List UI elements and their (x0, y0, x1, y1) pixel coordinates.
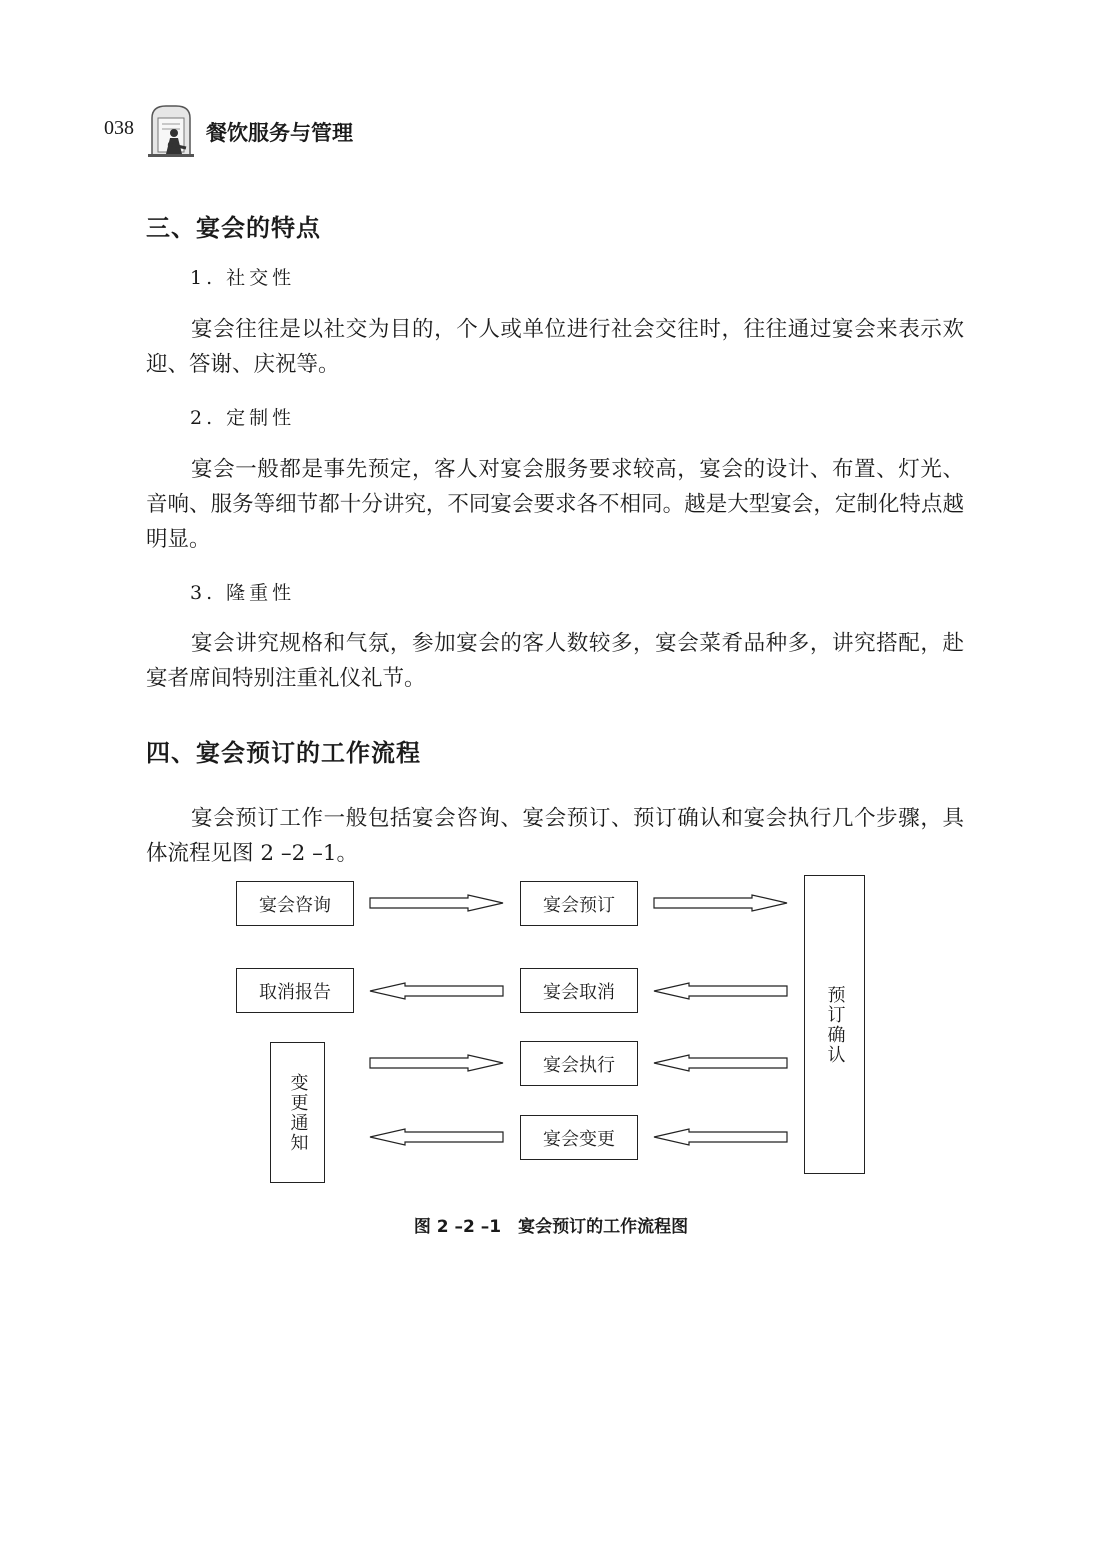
arrow-right (654, 895, 787, 911)
paragraph: 宴会往往是以社交为目的，个人或单位进行社会交往时，往往通过宴会来表示欢迎、答谢、庆祝等。 (146, 317, 964, 377)
arrow-right (370, 895, 503, 911)
section-title: 四、宴会预订的工作流程 (146, 739, 421, 767)
subsection-heading: 1. 社交性 (190, 267, 296, 289)
node-execute: 宴会执行 (520, 1041, 638, 1086)
node-cancel-report: 取消报告 (236, 968, 354, 1013)
section-title: 三、宴会的特点 (146, 214, 321, 242)
book-title: 餐饮服务与管理 (206, 121, 353, 145)
arrow-left (654, 1129, 787, 1145)
node-confirm: 预订确认 (804, 875, 865, 1174)
arrow-left (654, 983, 787, 999)
figure-caption: 图 2 –2 –1 宴会预订的工作流程图 (413, 1217, 689, 1237)
arrow-left (370, 1129, 503, 1145)
paragraph: 宴会预订工作一般包括宴会咨询、宴会预订、预订确认和宴会执行几个步骤，具体流程见图 2 –2 –1。 (146, 806, 964, 866)
page-number: 038 (104, 117, 134, 139)
node-booking: 宴会预订 (520, 881, 638, 926)
node-change: 宴会变更 (520, 1115, 638, 1160)
subsection-heading: 2. 定制性 (190, 407, 296, 429)
node-consult: 宴会咨询 (236, 881, 354, 926)
node-cancel: 宴会取消 (520, 968, 638, 1013)
paragraph: 宴会一般都是事先预定，客人对宴会服务要求较高，宴会的设计、布置、灯光、音响、服务等细节都十分讲究，不同宴会要求各不相同。越是大型宴会，定制化特点越明显。 (146, 457, 964, 552)
arrow-left (654, 1055, 787, 1071)
subsection-heading: 3. 隆重性 (190, 582, 296, 604)
node-change-notice: 变更通知 (270, 1042, 325, 1183)
arrow-left (370, 983, 503, 999)
paragraph: 宴会讲究规格和气氛，参加宴会的客人数较多，宴会菜肴品种多，讲究搭配，赴宴者席间特别注重礼仪礼节。 (146, 631, 964, 691)
arrow-right (370, 1055, 503, 1071)
